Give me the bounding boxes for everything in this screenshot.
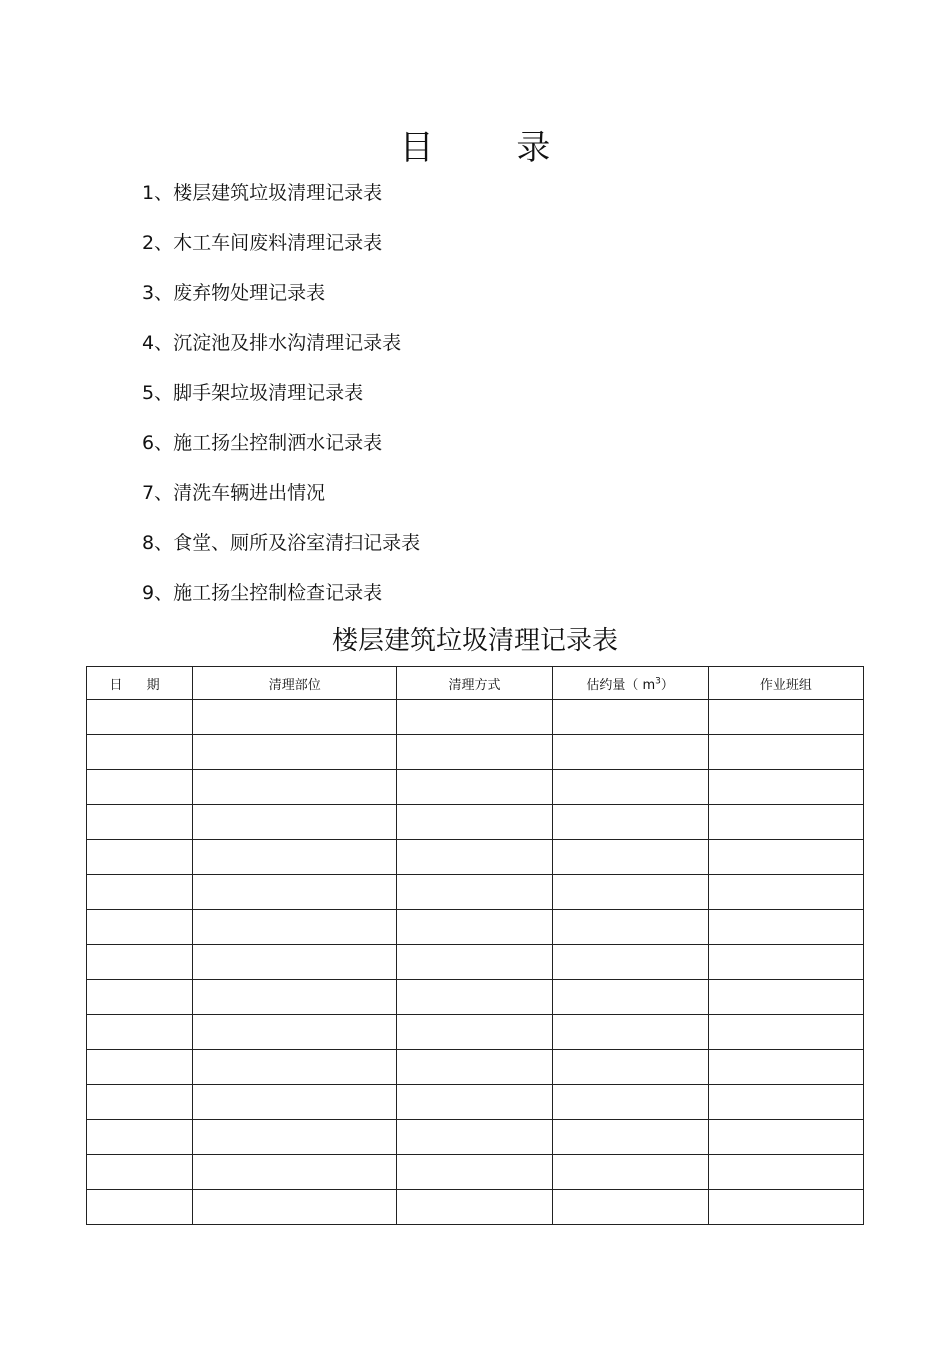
table-row bbox=[87, 1120, 864, 1155]
table-cell[interactable] bbox=[87, 1015, 193, 1050]
table-cell[interactable] bbox=[193, 1120, 397, 1155]
table-cell[interactable] bbox=[193, 1015, 397, 1050]
table-cell[interactable] bbox=[552, 1120, 708, 1155]
table-cell[interactable] bbox=[193, 945, 397, 980]
table-cell[interactable] bbox=[87, 1155, 193, 1190]
table-cell[interactable] bbox=[708, 1015, 863, 1050]
table-row bbox=[87, 980, 864, 1015]
table-cell[interactable] bbox=[397, 1190, 552, 1225]
table-row bbox=[87, 875, 864, 910]
header-volume-label: 估约量（ m bbox=[586, 677, 656, 693]
header-method: 清理方式 bbox=[397, 667, 552, 700]
table-cell[interactable] bbox=[708, 735, 863, 770]
table-cell[interactable] bbox=[397, 770, 552, 805]
table-cell[interactable] bbox=[397, 945, 552, 980]
table-cell[interactable] bbox=[87, 735, 193, 770]
table-cell[interactable] bbox=[193, 735, 397, 770]
table-row bbox=[87, 945, 864, 980]
sheet-title: 楼层建筑垃圾清理记录表 bbox=[331, 626, 618, 656]
table-cell[interactable] bbox=[708, 770, 863, 805]
table-cell[interactable] bbox=[552, 1050, 708, 1085]
table-cell[interactable] bbox=[708, 910, 863, 945]
table-row bbox=[87, 910, 864, 945]
table-cell[interactable] bbox=[397, 805, 552, 840]
table-cell[interactable] bbox=[193, 1155, 397, 1190]
table-cell[interactable] bbox=[87, 945, 193, 980]
table-cell[interactable] bbox=[552, 700, 708, 735]
table-row bbox=[87, 735, 864, 770]
table-cell[interactable] bbox=[552, 910, 708, 945]
table-cell[interactable] bbox=[397, 840, 552, 875]
table-cell[interactable] bbox=[87, 1120, 193, 1155]
table-cell[interactable] bbox=[552, 945, 708, 980]
table-row bbox=[87, 1085, 864, 1120]
table-cell[interactable] bbox=[193, 770, 397, 805]
table-cell[interactable] bbox=[193, 840, 397, 875]
header-volume-close: ） bbox=[660, 677, 674, 693]
table-cell[interactable] bbox=[87, 700, 193, 735]
table-cell[interactable] bbox=[87, 770, 193, 805]
table-cell[interactable] bbox=[193, 700, 397, 735]
table-row bbox=[87, 805, 864, 840]
toc-item: 3、废弃物处理记录表 bbox=[142, 282, 326, 304]
table-cell[interactable] bbox=[397, 910, 552, 945]
toc-title: 目 录 bbox=[399, 128, 587, 168]
table-row bbox=[87, 840, 864, 875]
table-cell[interactable] bbox=[397, 700, 552, 735]
table-cell[interactable] bbox=[708, 700, 863, 735]
table-cell[interactable] bbox=[193, 805, 397, 840]
table-cell[interactable] bbox=[552, 735, 708, 770]
table-cell[interactable] bbox=[87, 1085, 193, 1120]
table-cell[interactable] bbox=[552, 1015, 708, 1050]
toc-item: 4、沉淀池及排水沟清理记录表 bbox=[142, 332, 402, 354]
table-cell[interactable] bbox=[708, 980, 863, 1015]
table-row bbox=[87, 770, 864, 805]
table-cell[interactable] bbox=[87, 840, 193, 875]
table-row bbox=[87, 1155, 864, 1190]
table-cell[interactable] bbox=[397, 1050, 552, 1085]
header-date: 日 期 bbox=[87, 667, 193, 700]
table-cell[interactable] bbox=[87, 805, 193, 840]
table-cell[interactable] bbox=[552, 840, 708, 875]
table-cell[interactable] bbox=[708, 1120, 863, 1155]
toc-item: 9、施工扬尘控制检查记录表 bbox=[142, 582, 383, 604]
table-cell[interactable] bbox=[708, 1155, 863, 1190]
table-cell[interactable] bbox=[708, 875, 863, 910]
table-cell[interactable] bbox=[552, 770, 708, 805]
table-cell[interactable] bbox=[397, 1015, 552, 1050]
toc-item: 1、楼层建筑垃圾清理记录表 bbox=[142, 182, 383, 204]
header-volume bbox=[552, 667, 708, 700]
table-cell[interactable] bbox=[708, 805, 863, 840]
table-cell[interactable] bbox=[397, 1120, 552, 1155]
header-volume-exponent: 3 bbox=[655, 676, 661, 687]
table-row bbox=[87, 700, 864, 735]
table-cell[interactable] bbox=[397, 1085, 552, 1120]
table-cell[interactable] bbox=[193, 875, 397, 910]
table-cell[interactable] bbox=[397, 875, 552, 910]
table-cell[interactable] bbox=[193, 1085, 397, 1120]
table-cell[interactable] bbox=[87, 980, 193, 1015]
table-cell[interactable] bbox=[708, 1085, 863, 1120]
table-row bbox=[87, 1050, 864, 1085]
table-row bbox=[87, 1015, 864, 1050]
header-team: 作业班组 bbox=[708, 667, 863, 700]
table-cell[interactable] bbox=[552, 1155, 708, 1190]
table-cell[interactable] bbox=[552, 875, 708, 910]
table-cell[interactable] bbox=[87, 875, 193, 910]
record-table-body bbox=[87, 700, 864, 1225]
header-location: 清理部位 bbox=[193, 667, 397, 700]
table-cell[interactable] bbox=[708, 1050, 863, 1085]
table-cell[interactable] bbox=[87, 910, 193, 945]
table-cell[interactable] bbox=[87, 1050, 193, 1085]
record-table bbox=[86, 666, 864, 1225]
table-row bbox=[87, 1190, 864, 1225]
table-cell[interactable] bbox=[552, 1190, 708, 1225]
toc-item: 2、木工车间废料清理记录表 bbox=[142, 232, 383, 254]
table-cell[interactable] bbox=[193, 910, 397, 945]
table-cell[interactable] bbox=[708, 840, 863, 875]
table-cell[interactable] bbox=[708, 945, 863, 980]
table-cell[interactable] bbox=[87, 1190, 193, 1225]
toc-item: 8、食堂、厕所及浴室清扫记录表 bbox=[142, 532, 421, 554]
toc-item: 6、施工扬尘控制洒水记录表 bbox=[142, 432, 383, 454]
table-cell[interactable] bbox=[552, 980, 708, 1015]
table-cell[interactable] bbox=[552, 805, 708, 840]
table-header-row bbox=[87, 667, 864, 700]
table-cell[interactable] bbox=[397, 1155, 552, 1190]
table-cell[interactable] bbox=[397, 980, 552, 1015]
toc-item: 7、清洗车辆进出情况 bbox=[142, 482, 326, 504]
table-cell[interactable] bbox=[193, 980, 397, 1015]
toc-list bbox=[142, 175, 420, 625]
table-cell[interactable] bbox=[193, 1050, 397, 1085]
table-cell[interactable] bbox=[552, 1085, 708, 1120]
table-cell[interactable] bbox=[397, 735, 552, 770]
table-cell[interactable] bbox=[193, 1190, 397, 1225]
table-cell[interactable] bbox=[708, 1190, 863, 1225]
toc-item: 5、脚手架垃圾清理记录表 bbox=[142, 382, 364, 404]
